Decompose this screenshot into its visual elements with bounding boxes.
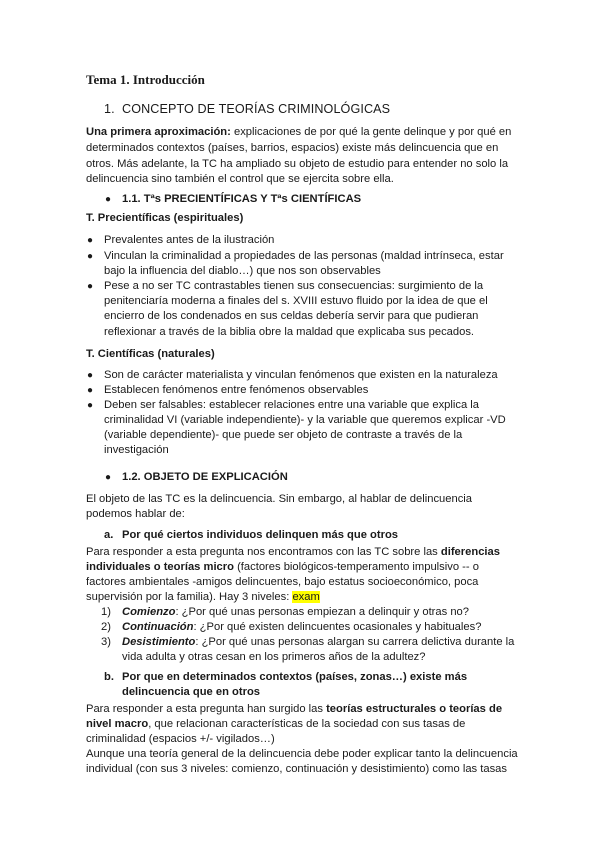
list-item-cont: criminalidad VI (variable independiente)- y la variable que queremos explicar -VD <box>104 414 506 426</box>
bullet-icon: ● <box>87 385 94 396</box>
bullet-icon: ● <box>87 400 94 411</box>
point-a-bold: individuales o teorías micro <box>86 561 234 573</box>
list-item: Pese a no ser TC contrastables tienen sus consecuencias: surgimiento de la <box>104 280 484 292</box>
point-a-text: Para responder a esta pregunta nos encontramos con las TC sobre las <box>86 546 441 558</box>
section-1-1-heading: 1.1. Tªs PRECIENTÍFICAS Y Tªs CIENTÍFICAS <box>122 193 362 205</box>
list-item-cont: (variable dependiente)- que puede ser objeto de contraste a través de la <box>104 429 463 441</box>
list-item: Son de carácter materialista y vinculan fenómenos que existen en la naturaleza <box>104 369 498 381</box>
intro-line-2: determinados contextos (países, barrios, espacios) existe más delincuencia que en <box>86 142 499 154</box>
point-b-bold: teorías estructurales o teorías de <box>326 703 503 715</box>
point-b-line-4: Aunque una teoría general de la delincuencia debe poder explicar tanto la delincuencia <box>86 748 518 760</box>
level-text: : ¿Por qué existen delincuentes ocasionales y habituales? <box>193 621 482 633</box>
level-number: 2) <box>101 621 111 633</box>
cientificas-heading: T. Científicas (naturales) <box>86 348 215 360</box>
level-item-cont: vida adulta y otras cesan en los primeros años de la adultez? <box>122 651 426 663</box>
level-item <box>122 622 481 633</box>
level-term: Continuación <box>122 621 194 633</box>
level-item <box>122 637 514 648</box>
highlight-mark: exam <box>292 591 320 603</box>
point-a-heading: Por qué ciertos individuos delinquen más que otros <box>122 529 399 541</box>
section-1-2-heading: 1.2. OBJETO DE EXPLICACIÓN <box>122 471 288 483</box>
point-a-label: a. <box>104 529 114 541</box>
level-text: : ¿Por qué unas personas empiezan a delinquir y otras no? <box>175 606 469 618</box>
intro-text: explicaciones de por qué la gente delinque y por qué en <box>230 126 512 138</box>
bullet-icon: ● <box>87 251 94 262</box>
point-a-bold: diferencias <box>440 546 500 558</box>
point-b-label: b. <box>104 671 114 683</box>
list-item-cont: investigación <box>104 444 169 456</box>
list-item-cont: reflexionar a través de la biblia obre la maldad que explicaba sus pecados. <box>104 326 475 338</box>
point-a-line-1 <box>86 547 500 558</box>
point-b-heading: Por que en determinados contextos (países, zonas…) existe más <box>122 671 468 683</box>
objeto-line-1: El objeto de las TC es la delincuencia. Sin embargo, al hablar de delincuencia <box>86 493 473 505</box>
point-b-heading-cont: delincuencia que en otros <box>122 686 261 698</box>
bullet-icon: ● <box>105 472 112 483</box>
list-item-cont: encierro de los condenados en sus celdas debería servir para que pudieran <box>104 310 479 322</box>
list-item: Prevalentes antes de la ilustración <box>104 234 275 246</box>
level-number: 3) <box>101 636 111 648</box>
point-b-line-3: criminalidad (espacios +/- vigilados…) <box>86 733 275 745</box>
point-b-text: , que relacionan características de la sociedad con sus tasas de <box>148 718 466 730</box>
level-term: Desistimiento <box>122 636 196 648</box>
point-a-line-2 <box>86 562 479 573</box>
level-item <box>122 607 469 618</box>
level-number: 1) <box>101 606 111 618</box>
list-item-cont: penitenciaría moderna a finales del s. XVIII estuvo fluido por la idea de que el <box>104 295 488 307</box>
list-item: Vinculan la criminalidad a propiedades de las personas (maldad intrínseca, estar <box>104 250 504 262</box>
point-b-line-2 <box>86 719 465 730</box>
point-a-text: (factores biológicos-temperamento impulsivo -- o <box>233 561 479 573</box>
point-b-line-1 <box>86 704 502 715</box>
objeto-line-2: podemos hablar de: <box>86 508 185 520</box>
point-b-bold: nivel macro <box>86 718 149 730</box>
bullet-icon: ● <box>87 370 94 381</box>
intro-line-4: delincuencia sino también el control que se ejercita sobre ella. <box>86 173 394 185</box>
level-text: : ¿Por qué unas personas alargan su carrera delictiva durante la <box>195 636 515 648</box>
point-a-line-4 <box>86 592 320 603</box>
intro-line-1 <box>86 127 511 138</box>
intro-line-3: otros. Más adelante, la TC ha ampliado su objeto de estudio para entender no solo la <box>86 158 509 170</box>
list-item-cont: bajo la influencia del diablo…) que nos son observables <box>104 265 381 277</box>
point-b-text: Para responder a esta pregunta han surgido las <box>86 703 327 715</box>
point-a-text: supervisión por la familia). Hay 3 niveles: <box>86 591 293 603</box>
point-b-line-5: individual (con sus 3 niveles: comienzo, continuación y desistimiento) como las tasas <box>86 763 507 775</box>
bullet-icon: ● <box>87 281 94 292</box>
list-item: Deben ser falsables: establecer relaciones entre una variable que explica la <box>104 399 480 411</box>
section-1-number: 1. <box>104 102 115 116</box>
section-1-heading: CONCEPTO DE TEORÍAS CRIMINOLÓGICAS <box>122 102 391 116</box>
level-term: Comienzo <box>122 606 176 618</box>
list-item: Establecen fenómenos entre fenómenos observables <box>104 384 369 396</box>
intro-bold-lead: Una primera aproximación: <box>86 126 231 138</box>
bullet-icon: ● <box>87 235 94 246</box>
page-title: Tema 1. Introducción <box>86 72 205 87</box>
point-a-line-3: factores ambientales -amigos delincuentes, bajo estatus socioeconómico, poca <box>86 576 479 588</box>
precientificas-heading: T. Precientíficas (espirituales) <box>86 212 244 224</box>
bullet-icon: ● <box>105 194 112 205</box>
